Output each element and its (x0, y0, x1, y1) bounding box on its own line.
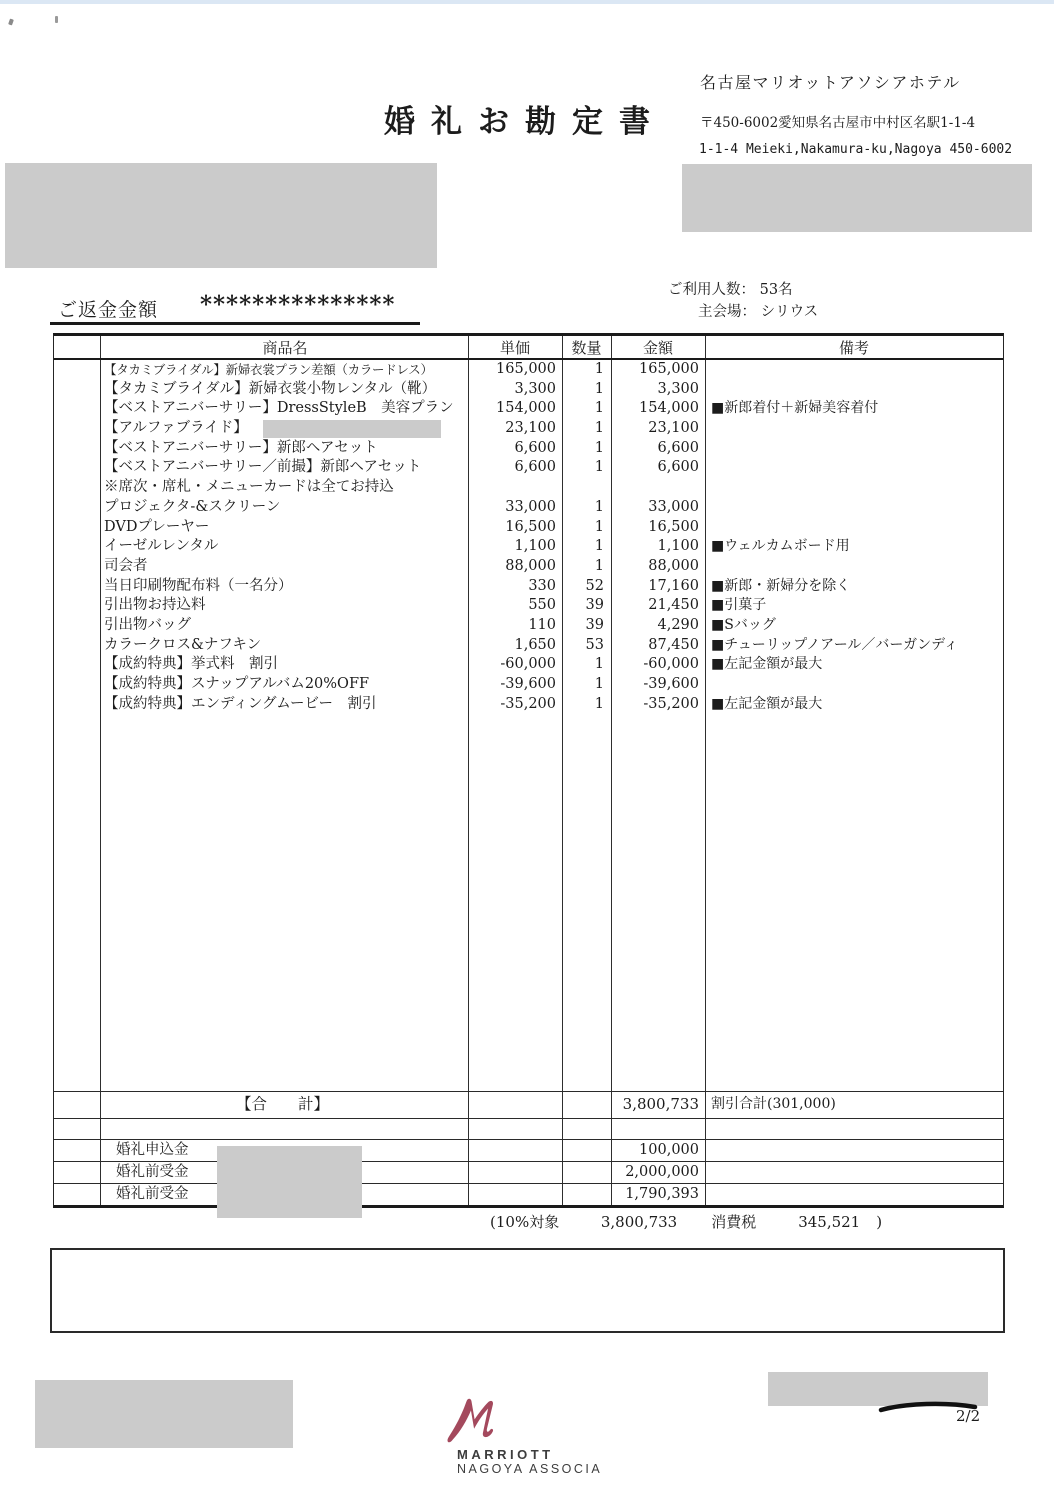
item-remarks: ■Sバッグ (711, 616, 776, 633)
item-name: 引出物バッグ (104, 616, 191, 633)
table-row (54, 498, 1003, 518)
item-remarks: ■ウェルカムボード用 (711, 538, 850, 555)
column-header-item: 商品名 (262, 339, 308, 357)
item-amount: 17,160 (648, 577, 699, 594)
item-remarks: ■左記金額が最大 (711, 695, 823, 712)
table-row (54, 695, 1003, 715)
hotel-name: 名古屋マリオットアソシアホテル (700, 73, 961, 92)
table-row (54, 518, 1003, 538)
marriott-logo-subtext: NAGOYA ASSOCIA (457, 1462, 603, 1476)
refund-amount-value: *************** (200, 291, 396, 318)
table-row (54, 458, 1003, 478)
payment-row (54, 1184, 1003, 1205)
item-amount: 23,100 (648, 420, 699, 437)
table-row (54, 399, 1003, 419)
payment-label: 婚礼前受金 (116, 1186, 189, 1202)
item-name: 【ベストアニバーサリー／前撮】新郎ヘアセット (104, 459, 422, 476)
item-qty: 53 (585, 636, 604, 653)
item-name: 【タカミブライダル】新婦衣裳小物レンタル（靴） (104, 380, 437, 397)
tax-amount: 345,521 (798, 1213, 861, 1231)
guest-count-label: ご利用人数： (668, 282, 755, 298)
taxable-amount: 3,800,733 (600, 1213, 678, 1231)
item-amount: 16,500 (648, 518, 699, 535)
scan-edge-strip (0, 0, 1054, 4)
item-unit-price: 33,000 (505, 498, 556, 515)
item-unit-price: -35,200 (500, 695, 556, 712)
table-row (54, 419, 1003, 439)
item-qty: 1 (594, 538, 604, 555)
item-qty: 1 (594, 439, 604, 456)
table-row (54, 478, 1003, 498)
total-label: 【合 計】 (236, 1095, 330, 1113)
item-amount: 6,600 (657, 439, 699, 456)
table-header-row (54, 336, 1003, 360)
item-name: 【成約特典】エンディングムービー 割引 (104, 695, 377, 712)
payment-amount: 2,000,000 (625, 1164, 699, 1180)
item-name: ※席次・席札・メニューカードは全てお持込 (104, 479, 394, 496)
item-unit-price: 110 (528, 616, 556, 633)
item-qty: 1 (594, 361, 604, 377)
items-table (53, 333, 1004, 1208)
item-name: 【タカミブライダル】新婦衣裳プラン差額（カラードレス） (104, 362, 433, 377)
item-amount: 1,100 (657, 538, 699, 555)
item-qty: 1 (594, 676, 604, 692)
redaction-box (5, 163, 437, 268)
marriott-logo-icon (446, 1398, 498, 1446)
table-empty-space (54, 714, 1003, 1091)
item-amount: -39,600 (643, 676, 699, 692)
item-amount: 3,300 (657, 380, 699, 397)
item-name: カラークロス&ナフキン (104, 636, 262, 653)
guest-count (668, 278, 793, 299)
item-unit-price: 165,000 (496, 361, 556, 377)
table-row (54, 557, 1003, 577)
redaction-box (217, 1146, 362, 1218)
payment-rows (54, 1140, 1003, 1205)
item-name: プロジェクタ-&スクリーン (104, 498, 281, 515)
item-qty: 39 (585, 616, 604, 633)
item-name: 司会者 (104, 557, 148, 574)
item-name: DVDプレーヤー (104, 518, 210, 535)
total-amount: 3,800,733 (622, 1095, 699, 1113)
item-remarks: ■チューリップノアール／バーガンディ (711, 636, 959, 653)
blank-row (54, 1119, 1003, 1140)
table-row (54, 655, 1003, 675)
item-amount: 87,450 (648, 636, 699, 653)
tax-summary-line (490, 1211, 882, 1232)
item-qty: 1 (594, 400, 604, 417)
item-unit-price: 330 (528, 577, 556, 594)
item-amount: 88,000 (648, 557, 699, 574)
item-qty: 1 (594, 518, 604, 535)
item-unit-price: 6,600 (514, 459, 556, 476)
column-header-unit-price: 単価 (499, 339, 530, 357)
item-amount: 154,000 (639, 400, 699, 417)
item-qty: 1 (594, 498, 604, 515)
tax-label: 消費税 (711, 1213, 757, 1231)
hotel-address-en: 1-1-4 Meieki,Nakamura-ku,Nagoya 450-6002 (699, 142, 1013, 157)
item-amount: -35,200 (643, 695, 699, 712)
item-unit-price: 3,300 (514, 380, 556, 397)
item-unit-price: -60,000 (500, 656, 556, 673)
item-remarks: ■新郎着付＋新婦美容着付 (711, 400, 879, 417)
scan-speck (8, 18, 14, 25)
redaction-box (263, 420, 441, 438)
refund-amount-label: ご返金金額 (58, 299, 159, 321)
item-amount: 165,000 (639, 361, 699, 377)
payment-amount: 1,790,393 (625, 1186, 699, 1202)
item-amount: 6,600 (657, 459, 699, 476)
item-qty: 1 (594, 695, 604, 712)
item-amount: -60,000 (643, 656, 699, 673)
item-amount: 33,000 (648, 498, 699, 515)
column-header-amount: 金額 (642, 339, 673, 357)
table-row (54, 636, 1003, 656)
item-name: 【成約特典】スナップアルバム20%OFF (104, 676, 370, 692)
item-qty: 1 (594, 459, 604, 476)
item-unit-price: -39,600 (500, 676, 556, 692)
venue (698, 300, 818, 321)
item-qty: 1 (594, 380, 604, 397)
venue-value: シリウス (760, 304, 819, 320)
item-unit-price: 88,000 (505, 557, 556, 574)
tax-suffix: ) (876, 1213, 883, 1231)
guest-count-value: 53名 (759, 282, 793, 298)
page-number: 2/2 (956, 1407, 981, 1425)
item-name: 【成約特典】挙式料 割引 (104, 656, 278, 673)
item-unit-price: 1,650 (514, 636, 556, 653)
tax-prefix: (10%対象 (490, 1213, 560, 1231)
item-name: 【ベストアニバーサリー】DressStyleB 美容プラン (104, 400, 454, 417)
total-row (54, 1091, 1003, 1119)
page-title: 婚礼お勘定書 (384, 104, 666, 140)
refund-underline (50, 322, 420, 325)
payment-label: 婚礼前受金 (116, 1164, 189, 1180)
venue-label: 主会場： (698, 304, 756, 320)
column-header-remarks: 備考 (838, 339, 869, 357)
item-qty: 39 (585, 597, 604, 614)
item-remarks: ■新郎・新婦分を除く (711, 577, 851, 594)
payment-label: 婚礼申込金 (116, 1142, 189, 1158)
table-row (54, 577, 1003, 597)
item-unit-price: 6,600 (514, 439, 556, 456)
payment-row (54, 1162, 1003, 1184)
item-remarks: ■引菓子 (711, 597, 767, 614)
item-rows (54, 360, 1003, 714)
item-unit-price: 550 (528, 597, 556, 614)
item-amount: 4,290 (657, 616, 699, 633)
item-remarks: ■左記金額が最大 (711, 656, 823, 673)
item-qty: 1 (594, 420, 604, 437)
item-name: イーゼルレンタル (104, 538, 219, 555)
item-qty: 52 (585, 577, 604, 594)
item-name: 【アルファブライド】 (104, 420, 248, 437)
table-row (54, 596, 1003, 616)
payment-amount: 100,000 (639, 1142, 699, 1158)
redaction-box (682, 164, 1032, 232)
table-row (54, 380, 1003, 400)
item-amount: 21,450 (648, 597, 699, 614)
item-name: 【ベストアニバーサリー】新郎ヘアセット (104, 439, 378, 456)
item-qty: 1 (594, 656, 604, 673)
total-remarks: 割引合計(301,000) (711, 1096, 836, 1112)
redaction-box (35, 1380, 293, 1448)
marriott-logo-text: MARRIOTT (457, 1447, 554, 1462)
table-row (54, 537, 1003, 557)
table-row (54, 360, 1003, 380)
hotel-address-jp: 〒450-6002愛知県名古屋市中村区名駅1-1-4 (700, 115, 976, 131)
table-row (54, 616, 1003, 636)
item-unit-price: 16,500 (505, 518, 556, 535)
table-row (54, 675, 1003, 695)
table-row (54, 439, 1003, 459)
item-unit-price: 1,100 (514, 538, 556, 555)
column-header-qty: 数量 (571, 339, 602, 357)
payment-row (54, 1140, 1003, 1162)
scan-speck (55, 16, 58, 23)
item-unit-price: 154,000 (496, 400, 556, 417)
notes-box (50, 1248, 1005, 1333)
item-qty: 1 (594, 557, 604, 574)
item-name: 当日印刷物配布料（一名分） (104, 577, 293, 594)
item-unit-price: 23,100 (505, 420, 556, 437)
item-name: 引出物お持込料 (104, 597, 206, 614)
